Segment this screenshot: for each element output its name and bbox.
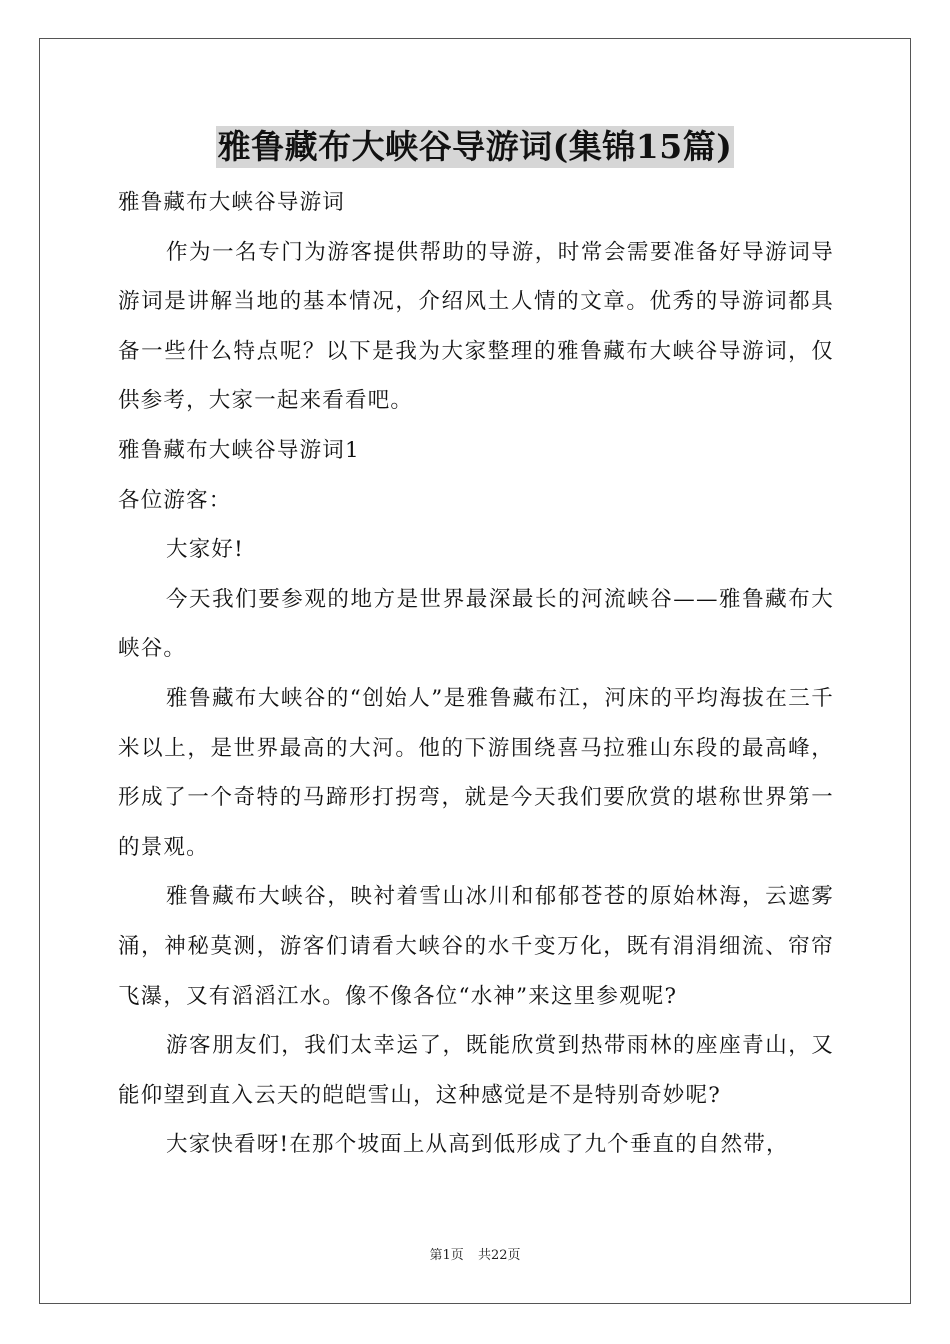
paragraph: 雅鲁藏布大峡谷，映衬着雪山冰川和郁郁苍苍的原始林海，云遮雾涌，神秘莫测，游客们请看大峡谷的水千变万化，既有涓涓细流、帘帘飞瀑，又有滔滔江水。像不像各位“水神”来这里参观呢?	[118, 884, 834, 1009]
paragraph: 雅鲁藏布大峡谷导游词	[118, 190, 346, 215]
paragraph: 今天我们要参观的地方是世界最深最长的河流峡谷——雅鲁藏布大峡谷。	[118, 586, 834, 662]
document-title: 雅鲁藏布大峡谷导游词(集锦15篇)	[217, 127, 733, 166]
page-number: 第1页	[429, 1248, 464, 1263]
page-footer	[0, 1244, 950, 1263]
paragraph: 大家好!	[166, 537, 244, 563]
document-body	[118, 178, 834, 1170]
paragraph: 雅鲁藏布大峡谷的“创始人”是雅鲁藏布江，河床的平均海拔在三千米以上，是世界最高的大河。他的下游围绕喜马拉雅山东段的最高峰，形成了一个奇特的马蹄形打拐弯，就是今天我们要欣赏的堪称世界第一的景观。	[118, 685, 834, 860]
section-heading: 雅鲁藏布大峡谷导游词1	[118, 437, 360, 463]
paragraph: 游客朋友们，我们太幸运了，既能欣赏到热带雨林的座座青山，又能仰望到直入云天的皑皑雪山，这种感觉是不是特别奇妙呢?	[118, 1033, 834, 1108]
paragraph: 大家快看呀!在那个坡面上从高到低形成了九个垂直的自然带，	[166, 1132, 789, 1158]
paragraph: 各位游客：	[118, 487, 232, 513]
paragraph: 作为一名专门为游客提供帮助的导游，时常会需要准备好导游词导游词是讲解当地的基本情况，介绍风土人情的文章。优秀的导游词都具备一些什么特点呢？以下是我为大家整理的雅鲁藏布大峡谷导游词，仅供参考，大家一起来看看吧。	[118, 239, 834, 414]
page-total: 共22页	[477, 1248, 521, 1263]
title-container	[0, 126, 950, 168]
